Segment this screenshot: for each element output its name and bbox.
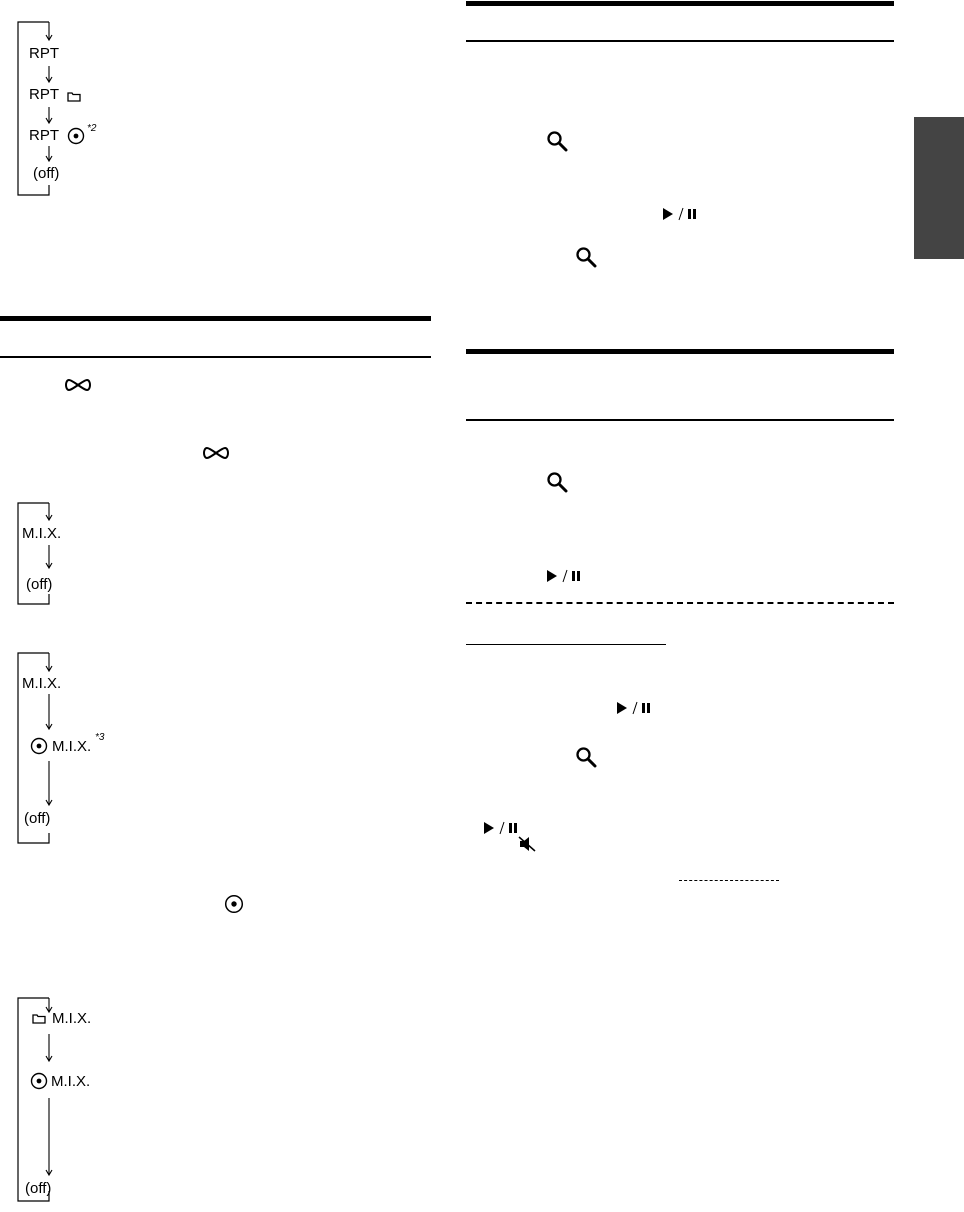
mix-option-off: (off): [26, 576, 53, 593]
repeat-option-off: (off): [33, 165, 60, 182]
subheading-underline: [466, 644, 666, 645]
mix-option-disc-mix: M.I.X.: [52, 738, 92, 755]
section-rule-thick: [466, 1, 894, 6]
section-rule-thick: [0, 316, 431, 321]
disc-icon: [30, 1072, 48, 1090]
mute-icon: [518, 836, 536, 852]
disc-icon: [67, 127, 85, 145]
section-rule-thin: [0, 356, 431, 358]
disc-icon: [224, 894, 244, 914]
section-rule-thin: [466, 40, 894, 42]
section-rule-dashed: [466, 602, 894, 604]
section-tab: [914, 117, 964, 259]
folder-icon: [67, 91, 81, 102]
shuffle-icon: [202, 446, 230, 460]
play-pause-icon: [616, 701, 656, 715]
mix-option-mix: M.I.X.: [22, 675, 62, 692]
section-rule-thin: [466, 419, 894, 421]
footnote-ref-3: *3: [95, 732, 105, 743]
search-icon: [546, 471, 568, 493]
repeat-option-rpt-disc: RPT: [29, 127, 59, 144]
repeat-option-rpt-folder: RPT: [29, 86, 59, 103]
search-icon: [575, 246, 597, 268]
section-rule-thick: [466, 349, 894, 354]
search-icon: [575, 746, 597, 768]
play-pause-icon: [546, 569, 586, 583]
mix-option-mix: M.I.X.: [22, 525, 62, 542]
dashed-underline: [679, 880, 779, 881]
mix-option-disc-mix: M.I.X.: [51, 1073, 91, 1090]
disc-icon: [30, 737, 48, 755]
shuffle-icon: [64, 378, 92, 392]
folder-icon: [32, 1013, 46, 1024]
play-pause-icon: [483, 821, 523, 835]
search-icon: [546, 130, 568, 152]
mix-option-off: (off): [25, 1180, 52, 1197]
mix-option-folder-mix: M.I.X.: [52, 1010, 92, 1027]
repeat-option-rpt: RPT: [29, 45, 59, 62]
footnote-ref-2: *2: [87, 123, 97, 134]
play-pause-icon: [662, 207, 702, 221]
mix-option-off: (off): [24, 810, 51, 827]
